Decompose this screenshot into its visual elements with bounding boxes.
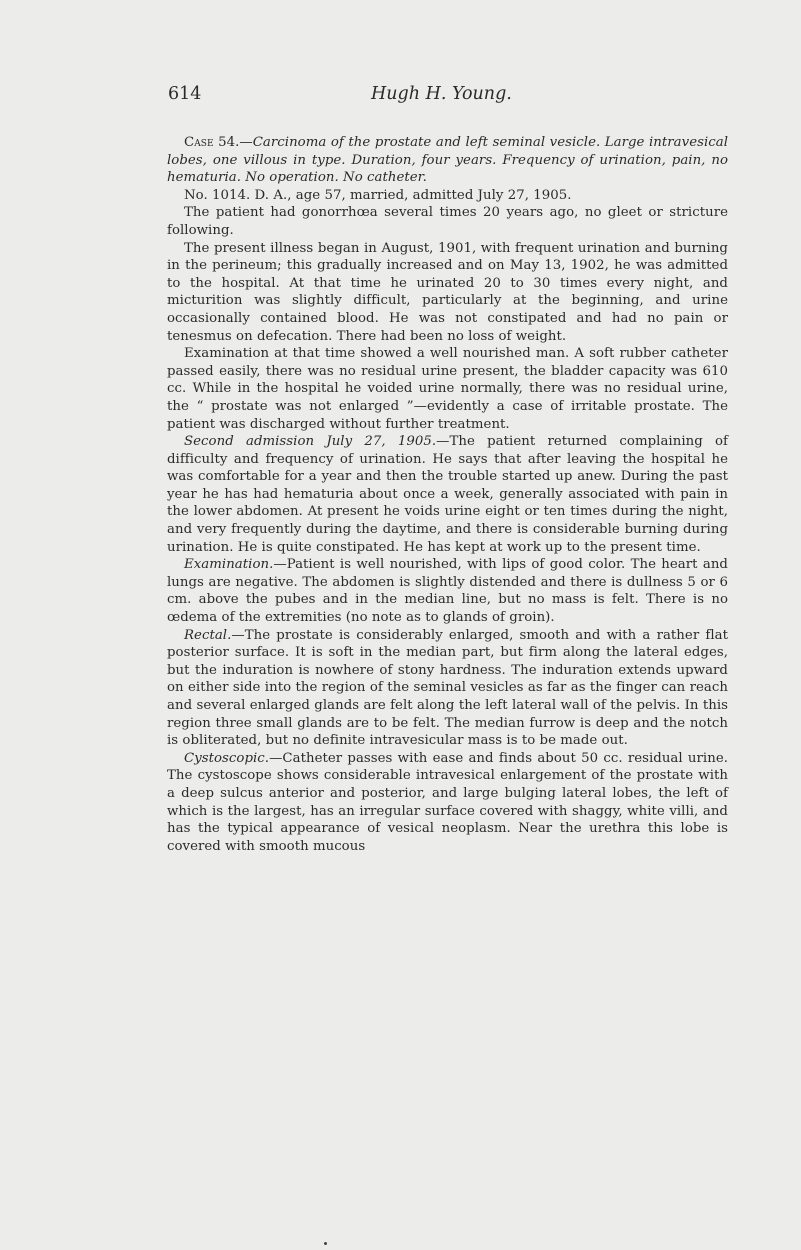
- cystoscopic-paragraph: [167, 750, 728, 856]
- present-illness-paragraph: The present illness began in August, 1901, with frequent urination and burning in the perineum; this gradually increased and on May 13, 1902, he was admitted to the hospital. At that time he urinated 20 to 30 times every night, and micturition was slightly difficult, particularly at the beginning, and urine occasionally contained blood. He was not constipated and had no pain or tenesmus on defecation. There had been no loss of weight.: [167, 240, 728, 344]
- case-dash: —: [239, 135, 253, 150]
- print-speck: [324, 1242, 327, 1245]
- case-label: Case 54.: [184, 135, 240, 150]
- rectal-text: —The prostate is considerably enlarged, smooth and with a rather flat posterior surface. It is soft in the median part, but firm along the lateral edges, but the induration is nowhere of stony hardness. The induration extends upward on either side into the region of the seminal vesicles as far as the finger can reach and several enlarged glands are felt along the left lateral wall of the pelvis. In this region three small glands are to be felt. The median furrow is deep and the notch is obliterated, but no definite intravesicular mass is to be made out.: [167, 627, 728, 749]
- rectal-paragraph: [167, 627, 728, 750]
- running-head: Hugh H. Young.: [371, 84, 512, 104]
- body-text: [167, 134, 728, 855]
- examination-text: —Patient is well nourished, with lips of good color. The heart and lungs are negative. The abdomen is slightly distended and there is dullness 5 or 6 cm. above the pubes and in the median line, but no mass is felt. There is no œdema of the extremities (no note as to glands of groin).: [167, 557, 728, 626]
- case-heading-paragraph: [167, 134, 728, 187]
- second-admission-paragraph: [167, 433, 728, 556]
- history-paragraph: The patient had gonorrhœa several times 20 years ago, no gleet or stricture following.: [167, 205, 728, 238]
- rectal-label: Rectal.: [184, 627, 232, 643]
- page-number: 614: [168, 84, 202, 104]
- second-admission-text: —The patient returned complaining of difficulty and frequency of urination. He says that after leaving the hospital he was comfortable for a year and then the trouble started up anew. During the past year he has had hematuria about once a week, generally associated with pain in the lower abdomen. At present he voids urine eight or ten times during the night, and very frequently during the daytime, and there is considerable burning during urination. He is quite constipated. He has kept at work up to the present time.: [167, 434, 728, 555]
- cystoscopic-label: Cystoscopic.: [184, 750, 270, 766]
- examination-paragraph: [167, 556, 728, 626]
- second-admission-label: Second admission July 27, 1905.: [184, 434, 437, 450]
- page-header: [168, 82, 728, 106]
- examination-label: Examination.: [184, 557, 274, 573]
- case-title: Carcinoma of the prostate and left seminal vesicle. Large intravesical lobes, one villous in type. Duration, four years. Frequency of urination, pain, no hematuria. No operation. No catheter.: [167, 135, 729, 186]
- admission-paragraph: No. 1014. D. A., age 57, married, admitted July 27, 1905.: [184, 187, 572, 203]
- first-examination-paragraph: Examination at that time showed a well nourished man. A soft rubber catheter passed easily, there was no residual urine present, the bladder capacity was 610 cc. While in the hospital he voided urine normally, there was no residual urine, the “ prostate was not enlarged ”—evidently a case of irritable prostate. The patient was discharged without further treatment.: [167, 346, 728, 432]
- cystoscopic-text: —Catheter passes with ease and finds about 50 cc. residual urine. The cystoscope shows considerable intravesical enlargement of the prostate with a deep sulcus anterior and posterior, and large bulging lateral lobes, the left of which is the largest, has an irregular surface covered with shaggy, white villi, and has the typical appearance of vesical neoplasm. Near the urethra this lobe is covered with smooth mucous: [167, 750, 728, 854]
